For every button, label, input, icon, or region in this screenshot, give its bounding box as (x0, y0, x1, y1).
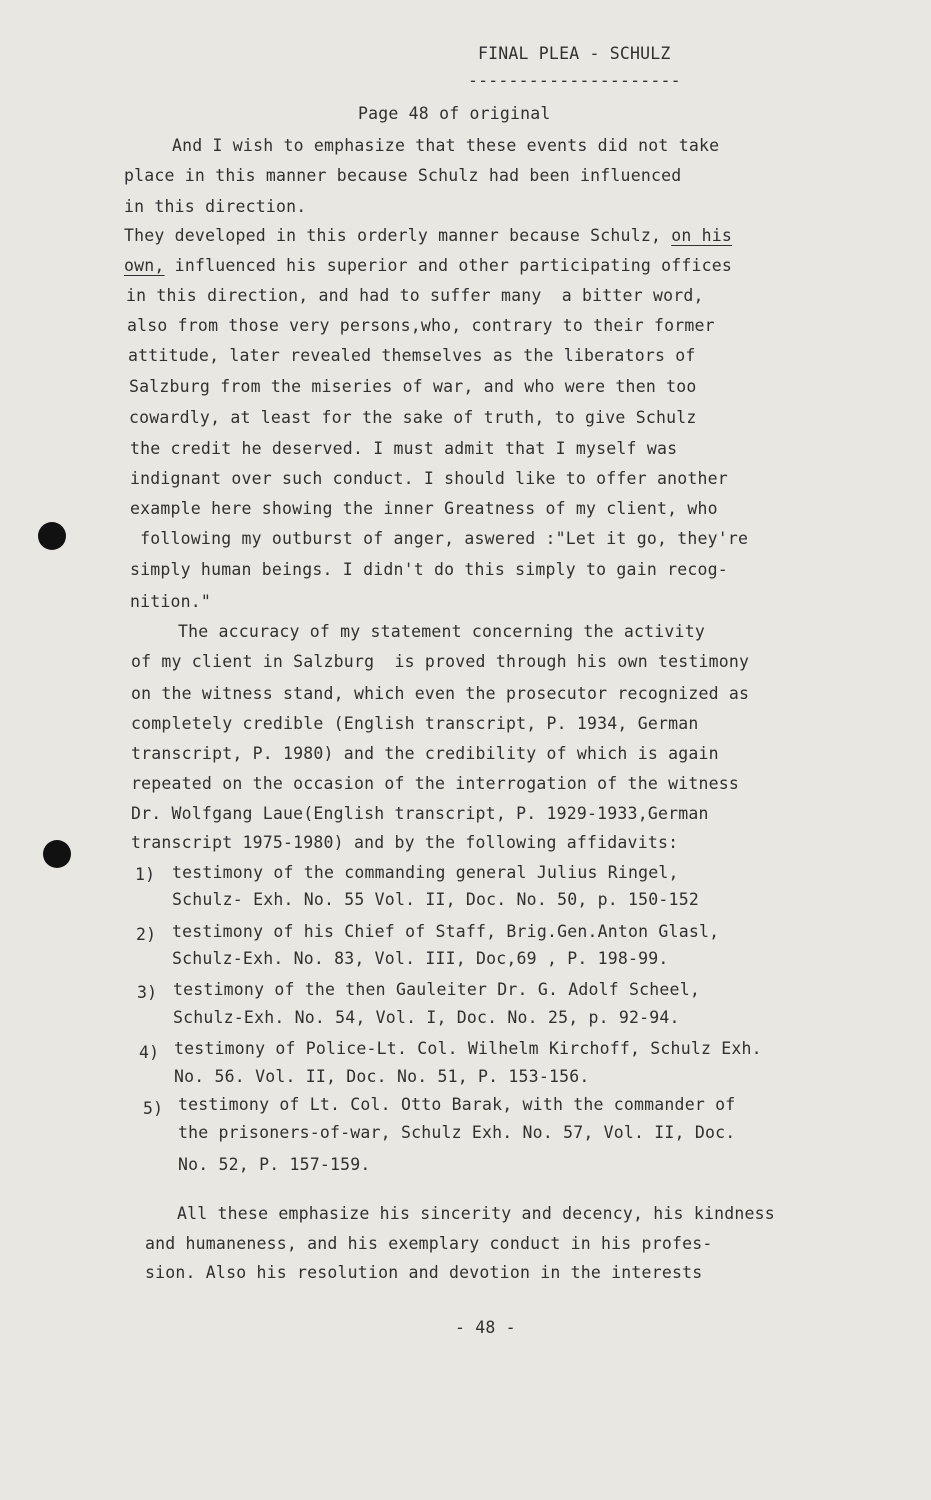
paragraph-2-line: the credit he deserved. I must admit that I myself was (130, 439, 678, 458)
paragraph-3-line: transcript, P. 1980) and the credibility of which is again (131, 744, 719, 763)
affidavit-line: Schulz-Exh. No. 54, Vol. I, Doc. No. 25, p. 92-94. (173, 1008, 680, 1027)
affidavit-line: testimony of his Chief of Staff, Brig.Gen.Anton Glasl, (172, 922, 720, 941)
paragraph-2-line: Salzburg from the miseries of war, and who were then too (129, 377, 697, 396)
paragraph-2-line: attitude, later revealed themselves as the liberators of (128, 346, 696, 365)
page-reference: Page 48 of original (358, 104, 551, 123)
paragraph-1-line: place in this manner because Schulz had been influenced (124, 166, 682, 185)
punch-hole-top (38, 522, 66, 550)
paragraph-3-line: The accuracy of my statement concerning the activity (178, 622, 705, 641)
page-number: - 48 - (455, 1318, 516, 1337)
underlined-phrase: own, (124, 256, 165, 275)
affidavit-number: 2) (136, 925, 157, 944)
paragraph-2-line: cowardly, at least for the sake of truth, to give Schulz (129, 408, 697, 427)
paragraph-2-line: following my outburst of anger, aswered :"Let it go, they're (130, 529, 749, 548)
affidavit-line: Schulz-Exh. No. 83, Vol. III, Doc,69 , P. 198-99. (172, 949, 669, 968)
affidavit-line: the prisoners-of-war, Schulz Exh. No. 57, Vol. II, Doc. (178, 1123, 736, 1142)
paragraph-2-text: They developed in this orderly manner because Schulz, (124, 226, 672, 245)
paragraph-1-line: And I wish to emphasize that these events did not take (172, 136, 720, 155)
paragraph-2-line: indignant over such conduct. I should like to offer another (130, 469, 728, 488)
paragraph-2-line: nition." (130, 592, 212, 611)
paragraph-2-line: in this direction, and had to suffer many a bitter word, (126, 286, 704, 305)
document-title: FINAL PLEA - SCHULZ (478, 44, 671, 63)
underlined-phrase: on his (671, 226, 733, 245)
paragraph-2-text: influenced his superior and other participating offices (164, 256, 733, 275)
affidavit-line: testimony of Police-Lt. Col. Wilhelm Kirchoff, Schulz Exh. (174, 1039, 762, 1058)
affidavit-line: testimony of the commanding general Julius Ringel, (172, 863, 679, 882)
title-rule: --------------------- (468, 71, 681, 90)
affidavit-number: 1) (135, 865, 156, 884)
affidavit-number: 4) (139, 1043, 160, 1062)
punch-hole-bottom (43, 840, 71, 868)
paragraph-4-line: sion. Also his resolution and devotion in the interests (145, 1263, 703, 1282)
affidavit-line: testimony of Lt. Col. Otto Barak, with the commander of (178, 1095, 736, 1114)
paragraph-3-line: on the witness stand, which even the prosecutor recognized as (131, 684, 750, 703)
paragraph-3-line: of my client in Salzburg is proved through his own testimony (131, 652, 750, 671)
paragraph-1-line: in this direction. (124, 197, 307, 216)
affidavit-line: No. 56. Vol. II, Doc. No. 51, P. 153-156. (174, 1067, 590, 1086)
affidavit-line: No. 52, P. 157-159. (178, 1155, 371, 1174)
paragraph-2-line (124, 258, 732, 275)
paragraph-3-line: transcript 1975-1980) and by the following affidavits: (131, 833, 679, 852)
paragraph-3-line: repeated on the occasion of the interrogation of the witness (131, 774, 740, 793)
paragraph-4-line: All these emphasize his sincerity and decency, his kindness (177, 1204, 775, 1223)
paragraph-3-line: Dr. Wolfgang Laue(English transcript, P. 1929-1933,German (131, 804, 709, 823)
affidavit-line: testimony of the then Gauleiter Dr. G. Adolf Scheel, (173, 980, 700, 999)
affidavit-number: 3) (137, 983, 158, 1002)
paragraph-2-line: example here showing the inner Greatness of my client, who (130, 499, 718, 518)
paragraph-2-line: simply human beings. I didn't do this simply to gain recog- (130, 560, 728, 579)
paragraph-2-line: also from those very persons,who, contrary to their former (127, 316, 715, 335)
paragraph-4-line: and humaneness, and his exemplary conduct in his profes- (145, 1234, 713, 1253)
affidavit-number: 5) (143, 1099, 164, 1118)
paragraph-3-line: completely credible (English transcript, P. 1934, German (131, 714, 699, 733)
affidavit-line: Schulz- Exh. No. 55 Vol. II, Doc. No. 50, p. 150-152 (172, 890, 699, 909)
paragraph-2-line (124, 228, 732, 245)
